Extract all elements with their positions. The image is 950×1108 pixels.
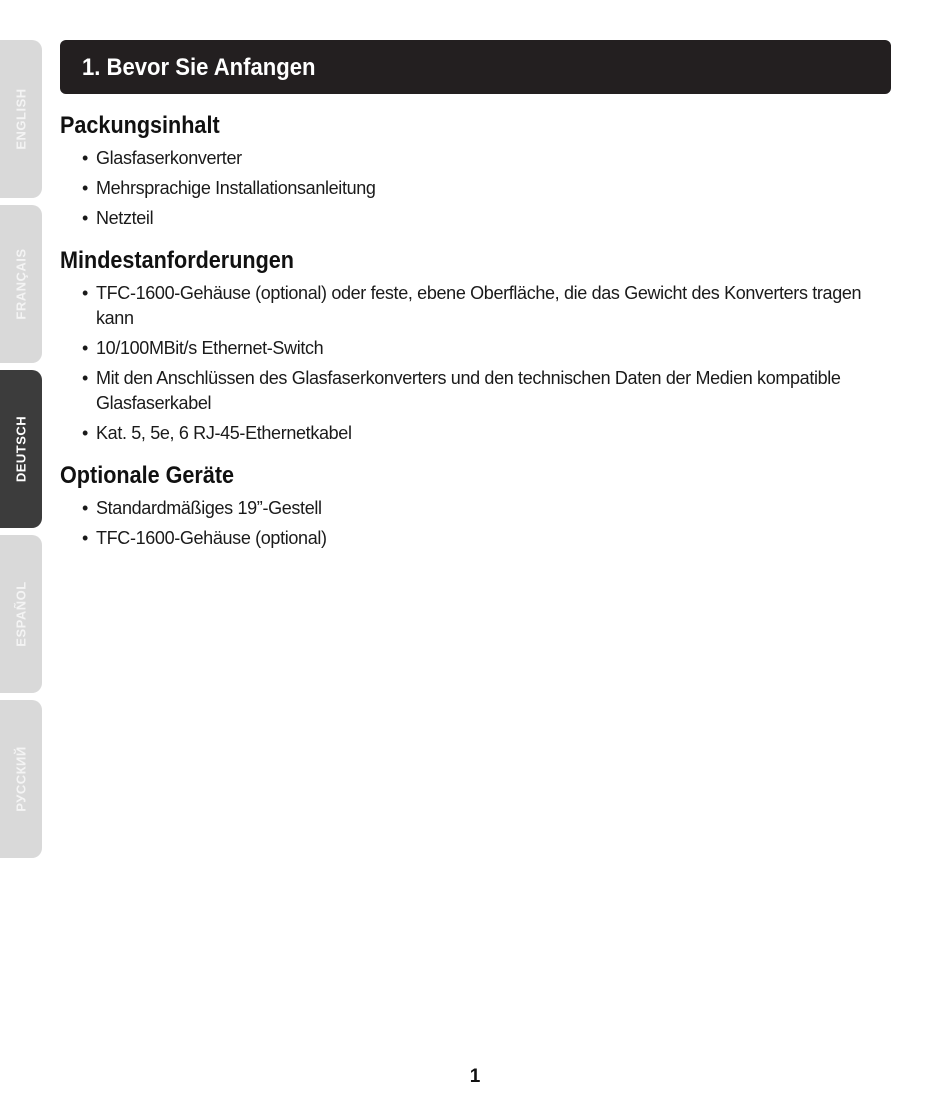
tab-espanol[interactable] [0,535,42,693]
list-item [60,366,895,416]
list-item-text: Mehrsprachige Installationsanleitung [96,178,376,198]
list-item [60,281,895,331]
bullet-icon: • [82,498,88,518]
tab-russian-label: РУССКИЙ [13,746,29,812]
list-item [60,526,895,551]
list-item [60,421,895,446]
package-contents-section [60,108,895,231]
tab-espanol-label: ESPAÑOL [13,581,29,647]
bullet-icon: • [82,178,88,198]
list-item [60,146,895,171]
list-item [60,496,895,521]
list-item-text: TFC-1600-Gehäuse (optional) [96,528,327,548]
tab-francais-label: FRANÇAIS [13,248,29,320]
page-content [60,108,895,563]
minimum-requirements-heading: Mindestanforderungen [60,247,295,274]
list-item-text: Glasfaserkonverter [96,148,242,168]
list-item [60,206,895,231]
tab-francais[interactable] [0,205,42,363]
minimum-requirements-section [60,243,895,446]
list-item [60,176,895,201]
section-header-bar [60,40,891,94]
list-item-text: 10/100MBit/s Ethernet-Switch [96,338,324,358]
optional-equipment-list [60,496,895,551]
minimum-requirements-list [60,281,895,446]
section-title: 1. Bevor Sie Anfangen [82,54,316,81]
list-item-text: Mit den Anschlüssen des Glasfaserkonverters und den technischen Daten der Medien kompatible Glasfaserkabel [96,368,841,413]
list-item-text: Standardmäßiges 19”-Gestell [96,498,322,518]
list-item [60,336,895,361]
bullet-icon: • [82,338,88,358]
bullet-icon: • [82,148,88,168]
bullet-icon: • [82,208,88,228]
page-number: 1 [469,1066,481,1087]
list-item-text: Netzteil [96,208,154,228]
package-contents-heading: Packungsinhalt [60,112,220,139]
list-item-text: Kat. 5, 5e, 6 RJ-45-Ethernetkabel [96,423,352,443]
bullet-icon: • [82,368,88,388]
bullet-icon: • [82,528,88,548]
optional-equipment-section [60,458,895,551]
bullet-icon: • [82,423,88,443]
optional-equipment-heading: Optionale Geräte [60,462,235,489]
tab-deutsch-label: DEUTSCH [13,415,29,483]
tab-english-label: ENGLISH [13,88,29,150]
tab-deutsch[interactable] [0,370,42,528]
package-contents-list [60,146,895,231]
tab-english[interactable] [0,40,42,198]
bullet-icon: • [82,283,88,303]
list-item-text: TFC-1600-Gehäuse (optional) oder feste, ebene Oberfläche, die das Gewicht des Konverters tragen kann [96,283,862,328]
tab-russian[interactable] [0,700,42,858]
